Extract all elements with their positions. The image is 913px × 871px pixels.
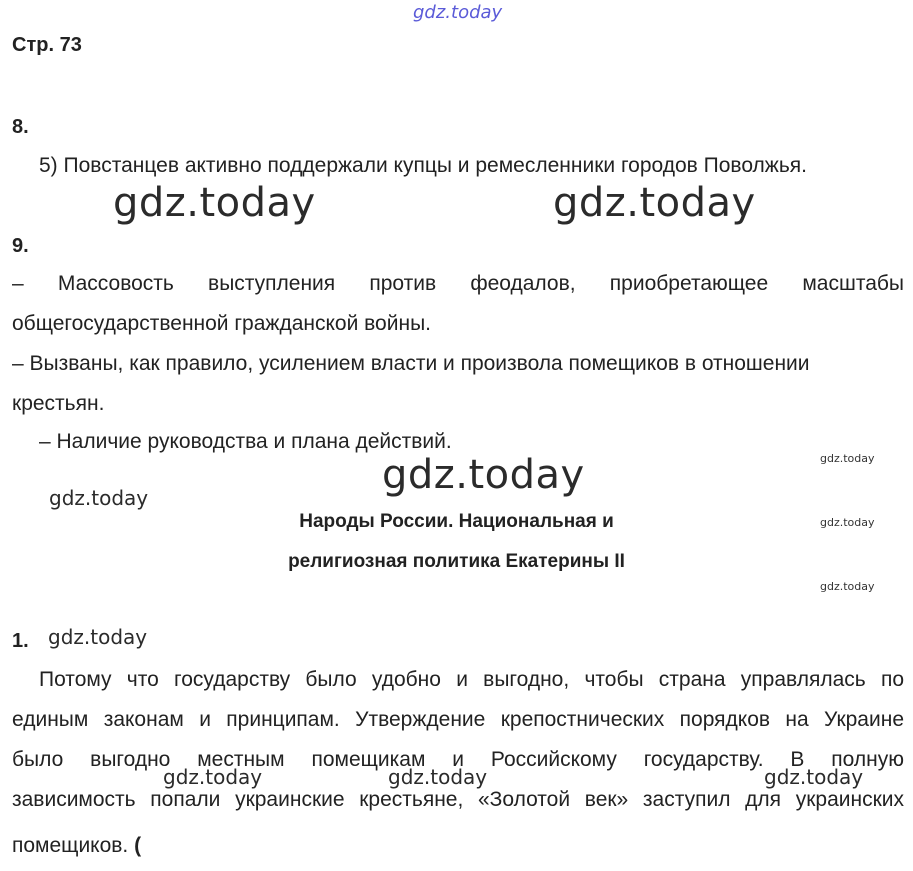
watermark-large-left: gdz.today — [113, 180, 316, 226]
question-8-answer: 5) Повстанцев активно поддержали купцы и ремесленники городов Поволжья. — [39, 154, 807, 177]
watermark-large-center: gdz.today — [382, 452, 585, 498]
question-1-line-5-text: помещиков. — [12, 834, 129, 857]
watermark-medium-4: gdz.today — [388, 765, 488, 789]
watermark-medium-3: gdz.today — [163, 765, 263, 789]
question-9-line-5: – Наличие руководства и плана действий. — [39, 430, 452, 453]
question-9-line-2: общегосударственной гражданской войны. — [12, 312, 431, 335]
page-label: Стр. 73 — [12, 34, 82, 56]
watermark-top: gdz.today — [413, 2, 503, 23]
watermark-large-right: gdz.today — [553, 180, 756, 226]
question-9-line-1: – Массовость выступления против феодалов, приобретающее масштабы — [12, 272, 904, 295]
watermark-medium-2: gdz.today — [48, 625, 148, 649]
question-1-line-1: Потому что государству было удобно и выгодно, чтобы страна управлялась по — [39, 668, 904, 691]
watermark-small-1: gdz.today — [820, 452, 875, 465]
question-8-number: 8. — [12, 116, 29, 138]
section-title-line-1: Народы России. Национальная и — [299, 511, 614, 532]
question-1-number: 1. — [12, 630, 29, 652]
watermark-medium-1: gdz.today — [49, 486, 149, 510]
section-title-line-2: религиозная политика Екатерины II — [288, 551, 625, 572]
question-1-line-2: единым законам и принципам. Утверждение крепостнических порядков на Украине — [12, 708, 904, 731]
question-1-line-3: было выгодно местным помещикам и Российскому государству. В полную — [12, 748, 904, 771]
cut-off-glyph: ( — [134, 834, 142, 857]
watermark-medium-5: gdz.today — [764, 765, 864, 789]
question-9-line-3: – Вызваны, как правило, усилением власти и произвола помещиков в отношении — [12, 352, 810, 375]
question-1-line-4: зависимость попали украинские крестьяне, «Золотой век» заступил для украинских — [12, 788, 904, 811]
question-9-line-4: крестьян. — [12, 392, 105, 415]
watermark-small-3: gdz.today — [820, 580, 875, 593]
watermark-small-2: gdz.today — [820, 516, 875, 529]
question-9-number: 9. — [12, 235, 29, 257]
question-1-line-5 — [12, 833, 141, 859]
